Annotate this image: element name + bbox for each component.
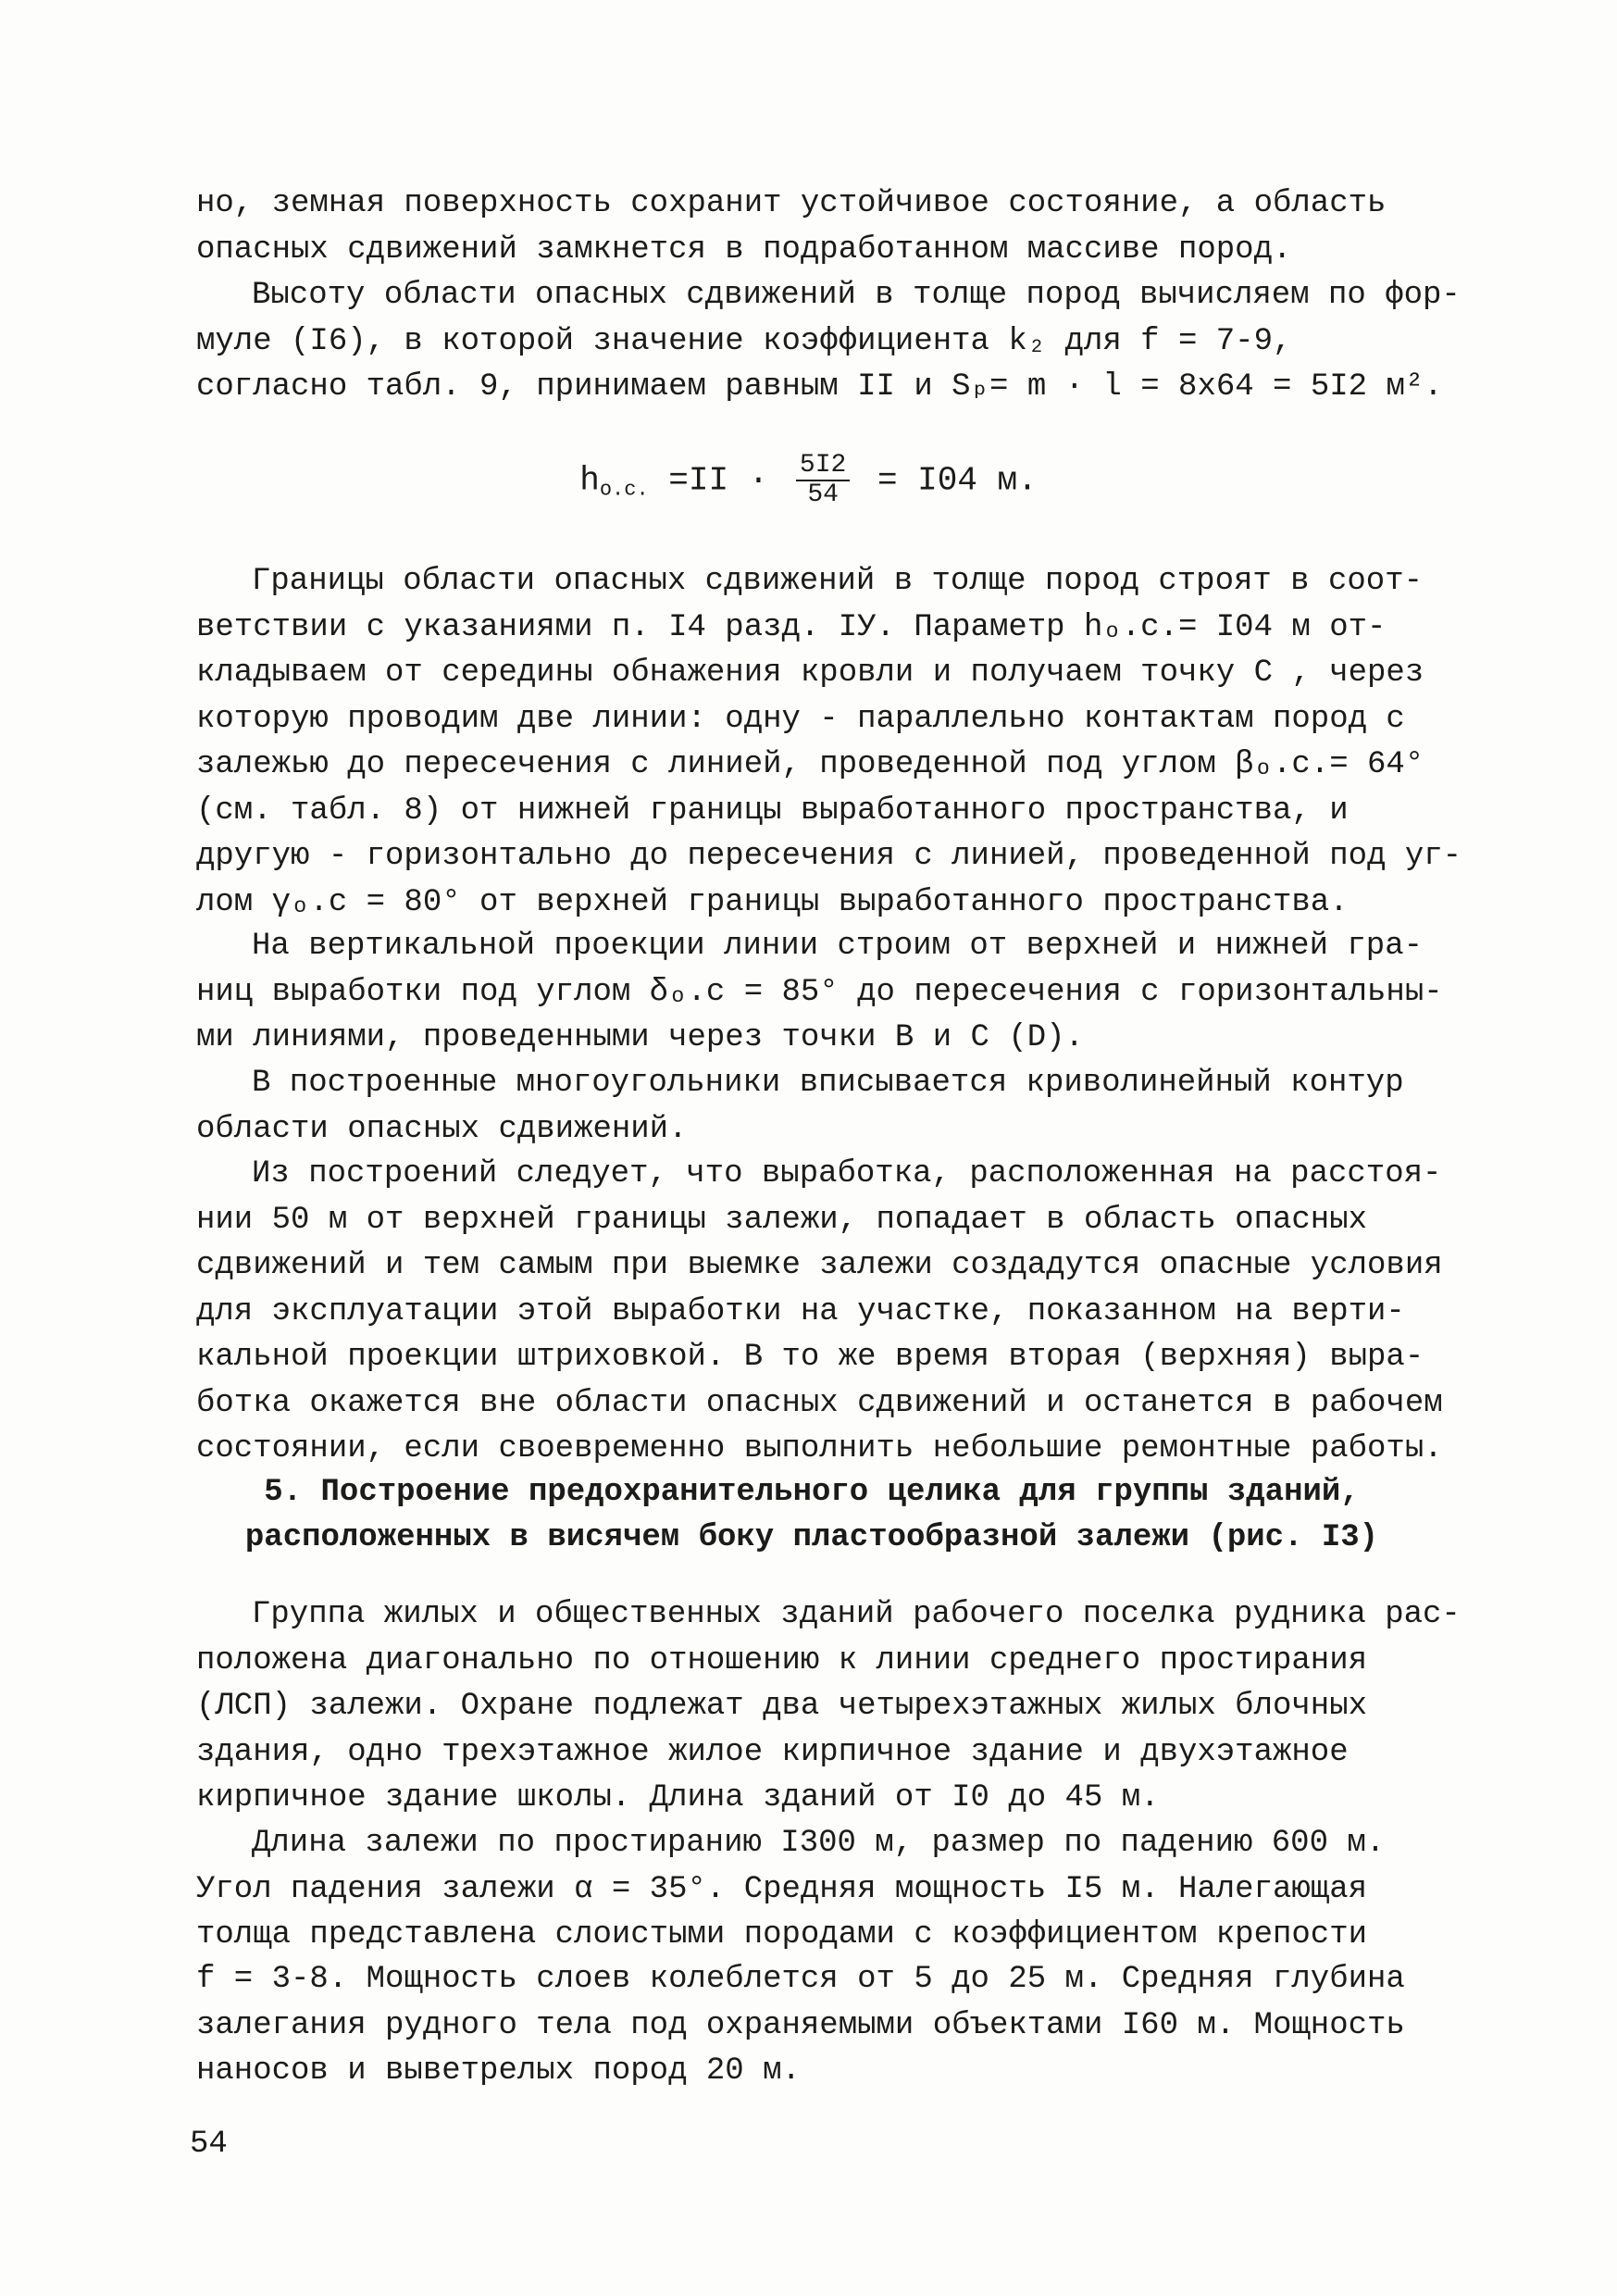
paragraph-7 (196, 1592, 1461, 1822)
formula-lhs-subscript: o.c. (599, 478, 649, 502)
text-line: ботка окажется вне области опасных сдвижений и останется в рабочем (196, 1385, 1443, 1421)
formula-result: = I04 м. (877, 461, 1038, 500)
text-line: толща представлена слоистыми породами с коэффициентом крепости (196, 1917, 1368, 1953)
paragraph-6 (196, 1152, 1443, 1473)
text-line: согласно табл. 9, принимаем равным II и Sₚ= m · l = 8x64 = 5I2 м². (196, 369, 1443, 405)
text-line: области опасных сдвижений. (196, 1111, 688, 1147)
paragraph-3 (196, 559, 1462, 926)
paragraph-2 (196, 273, 1461, 411)
text-line: другую - горизонтально до пересечения с линией, проведенной под уг- (196, 839, 1462, 874)
text-line: (ЛСП) залежи. Охране подлежат два четырехэтажных жилых блочных (196, 1689, 1368, 1724)
text-line: Группа жилых и общественных зданий рабочего поселка рудника рас- (252, 1597, 1461, 1632)
text-line: Угол падения залежи α = 35°. Средняя мощность I5 м. Налегающая (196, 1871, 1368, 1907)
text-line: лом γₒ.c = 80° от верхней границы выработанного пространства. (196, 884, 1349, 920)
text-line: залегания рудного тела под охраняемыми объектами I60 м. Мощность (196, 2007, 1405, 2043)
text-line: сдвижений и тем самым при выемке залежи создадутся опасные условия (196, 1248, 1443, 1283)
text-line: здания, одно трехэтажное жилое кирпичное здание и двухэтажное (196, 1734, 1349, 1770)
text-line: (см. табл. 8) от нижней границы выработанного пространства, и (196, 792, 1349, 829)
paragraph-9 (196, 1957, 1427, 2095)
text-line: ветствии с указаниями п. I4 разд. IУ. Параметр hₒ.c.= I04 м от- (196, 609, 1387, 645)
text-line: положена диагонально по отношению к линии среднего простирания (196, 1642, 1368, 1678)
text-line: кирпичное здание школы. Длина зданий от I0 до 45 м. (196, 1780, 1160, 1816)
text-line: Высоту области опасных сдвижений в толще пород вычисляем по фор- (252, 278, 1461, 313)
text-line: Длина залежи по простиранию I300 м, размер по падению 600 м. (252, 1826, 1386, 1861)
text-line: нии 50 м от верхней границы залежи, попадает в область опасных (196, 1202, 1368, 1238)
text-line: В построенные многоугольники вписывается криволинейный контур (252, 1066, 1404, 1101)
heading-line: 5. Построение предохранительного целика для группы зданий, (264, 1475, 1360, 1510)
heading-line: расположенных в висячем боку пластообразной залежи (рис. I3) (244, 1520, 1379, 1555)
formula-eq-left: =II · (668, 461, 769, 500)
text-line: кальной проекции штриховкой. В то же время вторая (верхняя) выра- (196, 1340, 1424, 1375)
text-line: для эксплуатации этой выработки на участке, показанном на верти- (196, 1293, 1405, 1329)
text-line: залежью до пересечения с линией, проведенной под углом βₒ.c.= 64° (196, 747, 1424, 782)
text-line: наносов и выветрелых пород 20 м. (196, 2053, 801, 2089)
text-line: На вертикальной проекции линии строим от верхней и нижней гра- (252, 929, 1424, 964)
text-line: ниц выработки под углом δₒ.c = 85° до пересечения с горизонтальны- (196, 974, 1443, 1010)
page-number: 54 (190, 2127, 228, 2162)
text-line: Из построений следует, что выработка, расположенная на расстоя- (252, 1156, 1442, 1192)
formula-lhs: h (579, 461, 600, 500)
formula-fraction (796, 452, 850, 509)
formula-height (0, 452, 1617, 518)
paragraph-1 (196, 181, 1427, 273)
text-line: кладываем от середины обнажения кровли и получаем точку С , через (196, 655, 1424, 691)
text-line: Границы области опасных сдвижений в толще пород строят в соот- (252, 564, 1424, 599)
paragraph-5 (196, 1061, 1427, 1153)
text-line: но, земная поверхность сохранит устойчивое состояние, а область (196, 186, 1387, 221)
fraction-numerator: 5I2 (796, 452, 850, 481)
fraction-denominator: 54 (807, 480, 839, 509)
section-heading (196, 1470, 1427, 1561)
text-line: ми линиями, проведенными через точки В и С (D). (196, 1020, 1084, 1055)
text-line: муле (I6), в которой значение коэффициента k₂ для f = 7-9, (196, 323, 1292, 359)
paragraph-4 (196, 924, 1443, 1062)
text-line: опасных сдвижений замкнется в подработанном массиве пород. (196, 231, 1292, 268)
text-line: которую проводим две линии: одну - параллельно контактам пород с (196, 701, 1405, 737)
paragraph-8 (196, 1821, 1427, 1959)
text-line: состоянии, если своевременно выполнить небольшие ремонтные работы. (196, 1431, 1443, 1466)
text-line: f = 3-8. Мощность слоев колеблется от 5 до 25 м. Средняя глубина (196, 1962, 1405, 1997)
